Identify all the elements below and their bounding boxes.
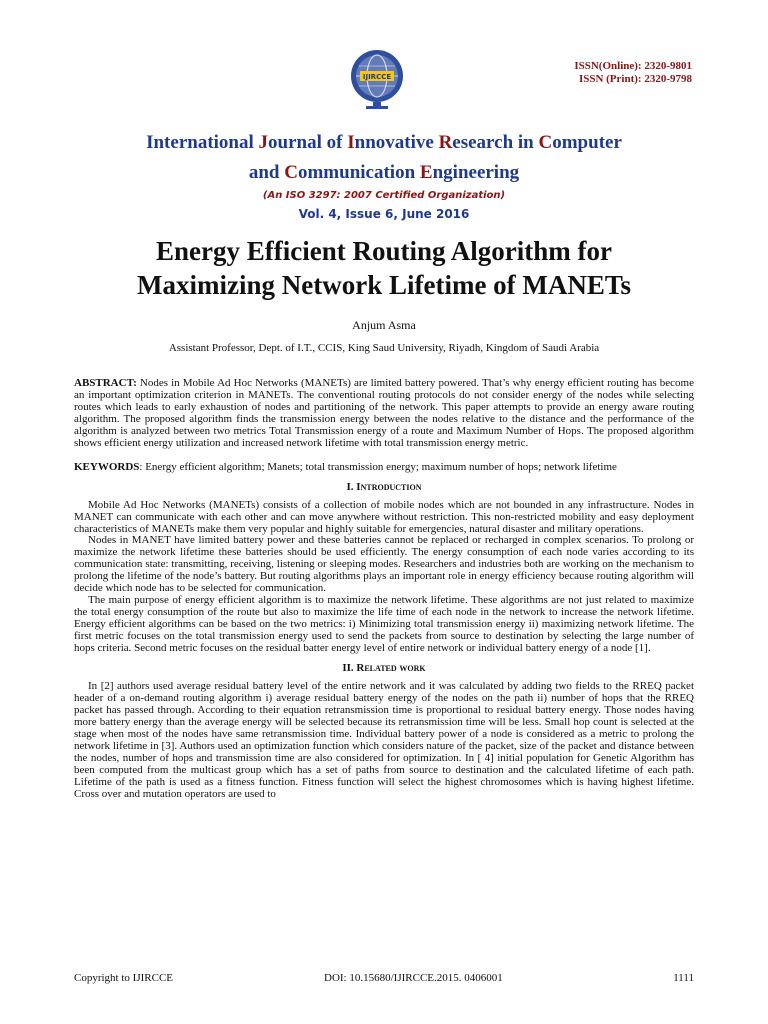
journal-title-line2: and Communication Engineering [248,162,520,183]
keywords-label: KEYWORDS [74,460,140,473]
paper-title-line1: Energy Efficient Routing Algorithm for [156,236,612,266]
paper-title-line2: Maximizing Network Lifetime of MANETs [137,270,631,300]
logo-text: IJIRCCE [362,73,392,81]
abstract [74,378,694,450]
author-affiliation: Assistant Professor, Dept. of I.T., CCIS, King Saud University, Riyadh, Kingdom of Saudi Arabia [168,342,600,354]
issn-print: ISSN (Print): 2320-9798 [578,73,692,85]
keywords-text: : Energy efficient algorithm; Manets; total transmission energy; maximum number of hops; network lifetime [139,460,617,473]
journal-logo [346,48,408,110]
journal-title-line1: International Journal of Innovative Research in Computer [146,132,622,153]
paragraph: Nodes in MANET have limited battery power and these batteries cannot be replaced or recharged in complex scenarios. To prolong or maximize the network lifetime these batteries should be used efficiently. The energy consumption of each node varies according to its communication state: transmitting, receiving, listening or sleeping modes. Researchers and industries both are working on the mechanism to prolong the lifetime of the node’s battery. But routing algorithms plays an important role in energy efficiency because routing algorithm will decide which node has to be selected for communication. [74,534,694,595]
issn-online: ISSN(Online): 2320-9801 [574,60,692,72]
footer-doi: DOI: 10.15680/IJIRCCE.2015. 0406001 [324,972,503,984]
paragraph: Mobile Ad Hoc Networks (MANETs) consists of a collection of mobile nodes which are not bounded in any infrastructure. Nodes in MANET can communicate with each other and can move anywhere without restriction. This non-restricted mobility and easy deployment characteristics of MANETs make them very popular and highly suitable for emergencies, natural disaster and military operations. [74,498,694,535]
volume-issue: Vol. 4, Issue 6, June 2016 [298,207,470,221]
footer-copyright: Copyright to IJIRCCE [74,972,174,984]
page-number: 1111 [673,972,694,984]
paragraph: In [2] authors used average residual battery level of the entire network and it was calculated by adding two fields to the RREQ packet header of a on-demand routing algorithm i) average residual battery energy of the nodes on the path ii) number of hops that the RREQ packet has passed through. According to their equation retransmission time is proportional to residual battery energy. Those nodes having more battery energy than the average energy will be selected because its retransmission time will be less. Small hop count is selected at the stage when most of the nodes have same retransmission time. Individual battery power of a node is considered as a metric to prolong the network lifetime in [3]. Authors used an optimization function which considers nature of the packet, size of the packet and distance between the nodes, number of hops and transmission time are also considered for optimization. In [ 4] initial population for Genetic Algorithm has been computed from the multicast group which has a set of paths from source to destination and the calculated lifetime of each path. Lifetime of the path is used as a fitness function. Fitness function will select the highest chromosomes which is having highest lifetime. Cross over and mutation operators are used to [74,679,694,800]
iso-certification: (An ISO 3297: 2007 Certified Organization) [262,190,506,201]
abstract-label: ABSTRACT: [74,377,137,389]
keywords [74,462,694,474]
section-heading-introduction: I. Introduction [346,480,422,493]
abstract-text: Nodes in Mobile Ad Hoc Networks (MANETs) are limited battery powered. That’s why energy efficient routing has become an important optimization criterion in MANETs. The conventional routing protocols do not consider energy of the nodes while selecting routes which leads to early exhaustion of nodes and partitioning of the network. This paper attempts to provide an energy aware routing algorithm. The proposed algorithm finds the transmission energy between the nodes relative to the distance and the performance of the algorithm is analyzed between two metrics Total Transmission energy of a route and Maximum Number of Hops. The proposed algorithm shows efficient energy utilization and increased network lifetime with total transmission energy metric. [74,377,694,449]
paper-title [70,234,698,302]
paper-body [74,378,694,801]
journal-title [70,128,698,188]
paragraph: The main purpose of energy efficient algorithm is to maximize the network lifetime. These algorithms are not just related to maximize the total energy consumption of the route but also to maximize the life time of each node in the network to increase the network lifetime. Energy efficient algorithms can be based on the two metrics: i) Minimizing total transmission energy ii) maximizing network lifetime. The first metric focuses on the total transmission energy used to send the packets from source to destination by selecting the large number of hops criteria. Second metric focuses on the residual batter energy level of entire network or individual battery energy of a node [1]. [74,594,694,655]
issn-block [574,60,692,86]
author-name: Anjum Asma [352,318,416,332]
section-heading-related-work: II. Related work [342,662,426,675]
